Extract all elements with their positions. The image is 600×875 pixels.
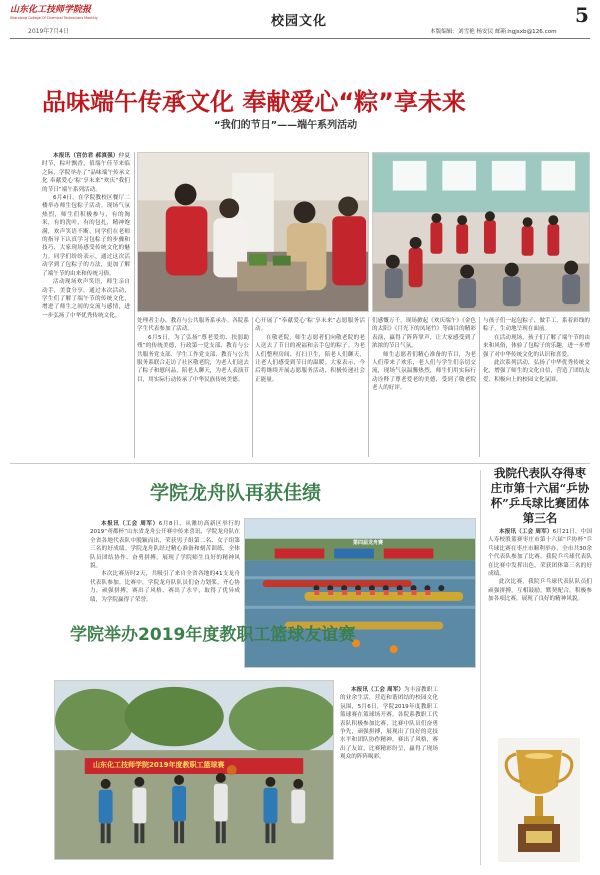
article1-col4-p1: 们感慨万千。现场掀起《欢庆端午》《金色的太阳》《月光下的凤尾竹》等曲目的精彩表演，赢得了阵阵掌声，让大家感受到了浓浓的节日气氛。 (372, 318, 476, 350)
article2-byline: 本报讯（工会 周军） (101, 521, 159, 527)
article1-col5-p3: 此次系列活动，弘扬了中华优秀传统文化，增强了师生的文化自信，营造了团结友爱、积极向上的校园文化氛围。 (483, 360, 590, 383)
editor-line: 本版编辑：刘雪艳 杨安民 邮箱:hgjsxb@126.com (430, 29, 557, 35)
sidebar-divider (480, 470, 481, 865)
article4-byline: 本报讯（工会 周军） (499, 529, 553, 535)
article1-intro: 仲夏时节，粽叶飘香，值端午佳节来临之际，学院举办了“品味端午传承文化 奉献爱心‘粽’享未来”欢庆“我们的节日”端午系列活动。 (42, 153, 130, 193)
article4-p1: 6月21日，中国人寿校股篮赛枣庄市第十六届“乒协杯”乒乓球比赛在枣庄市顺利举办，全市共30余个代表队参加了比赛，我院乒乓球代表队在比赛中发挥出色，荣获团体第三名的好成绩。 (488, 529, 592, 578)
divider (252, 317, 253, 457)
section-rule (10, 463, 590, 464)
article1-col4-p2: 师生志愿者们精心准备的节目，为老人们带来了欢乐，老人们与学生们亲切交流，现场气氛温馨热烈，师生们用实际行动诠释了尊老爱老的美德，受到了敬老院老人的好评。 (372, 351, 476, 392)
masthead-english: Shandong College Of Chemical Technicians Monthly (10, 16, 98, 20)
article1-headline: 品味端午传承文化 奉献爱心“粽”享未来 (42, 88, 466, 116)
article1-col2-p1: 处理者主办，教育与公共服务系承办。各院系学生代表参加了活动。 (137, 318, 249, 333)
article1-col1 (42, 152, 130, 460)
article1-col5 (483, 317, 590, 459)
article2-p2: 本次比赛历时2天，共吸引了来自全省各地的41支龙舟代表队参加。比赛中，学院龙舟队队员们奋力划桨，齐心协力，顽强拼搏，赛出了风格、赛出了水平，取得了优异成绩，为学院赢得了荣誉。 (90, 571, 240, 603)
masthead-title: 山东化工技师学院报 (10, 5, 92, 15)
photo-volunteer-hall (372, 152, 590, 312)
article4-body (488, 528, 592, 733)
article1-col5-p1: 与孩子们一起包粽子、做手工，系着彩线的粽子，生动地呈现在面前。 (483, 318, 590, 333)
article1-col1-p2: 6月4日，在学院教校区餐厅二楼举办师生包粽子活动。现场气氛热烈，师生们积极参与，有的淘米，有的洗叶，有的包扎，精神饱满，欢声笑语不断。同学们在老师的指导下认真学习包粽子的步骤和技巧，大家现场感受传统文化的魅力。同学们纷纷表示，通过这次活动学到了包粽子的方法，更加了解了端午节的由来和传统习俗。 (42, 195, 130, 277)
article2-body (90, 520, 240, 668)
article4-p2: 此次比赛，我院乒乓球代表队队员们顽强拼搏，互相鼓励，默契配合，积极参加各项比赛，展现了良好的精神风貌。 (488, 579, 592, 603)
article4-headline: 我院代表队夺得枣庄市第十六届“乒协杯”乒乓球比赛团体第三名 (490, 466, 590, 525)
article3-byline: 本报讯（工会 周军） (351, 687, 405, 693)
article1-subtitle: “我们的节日”——端午系列活动 (214, 120, 358, 131)
divider (479, 317, 480, 457)
photo-basketball-game (54, 680, 334, 860)
basketball-banner: 山东化工技师学院2019年度教职工篮球赛 (93, 761, 225, 769)
article1-col5-p2: 在活动现场，孩子们了解了端午节的由来和风俗，体验了包粽子的乐趣，进一步增强了对中华传统文化的认识和喜爱。 (483, 334, 590, 358)
article2-p1: 6月8日，从潍坊高新区举行的2019“鸢都杯”山东省龙舟公开赛中传来喜讯，学院龙舟队在全省各地代表队中脱颖而出，荣获男子组第二名、女子组第三名的好成绩。学院龙舟队经过精心准备和刻苦训练，全体队员团结协作、奋勇拼搏，展现了学院师生良好的精神风貌。 (90, 521, 240, 570)
divider (368, 317, 369, 457)
section-title: 校园文化 (271, 14, 328, 29)
photo-trophy (498, 738, 580, 862)
article1-col4 (372, 317, 476, 459)
photo-dragon-boat (244, 518, 476, 668)
article1-col3-p1: 心开展了“奉献爱心‘粽’享未来”志愿服务活动。 (255, 318, 365, 333)
photo-dumpling-making (137, 152, 369, 312)
dragon-boat-banner: 第四届龙舟赛 (353, 540, 384, 546)
article1-col3 (255, 317, 365, 459)
article1-byline: 本报讯（宫仿君 郝滇强） (53, 153, 119, 159)
article3-body (340, 686, 438, 856)
header-rule (10, 38, 590, 39)
article1-col2-p2: 6月5日，为了弘扬“尊老爱幼、扶弱助残”的传统美德，行政第一党支部、教育与公共服务党支部、学生工作党支部、教育与公共服务系联合走访了社区敬老院，为老人们送去了粽子和慰问品，陪老人聊天，为老人表演节目，用实际行动传承了中华民族传统美德。 (137, 334, 249, 383)
article1-col1-p3: 活动现场欢声笑语，师生亲自动手，美食分享。通过本次活动，学生们了解了端午节的传统文化，增进了师生之间的交流与感情，进一步弘扬了中华优秀传统文化。 (42, 279, 130, 319)
article3-headline: 学院举办2019年度教职工篮球友谊赛 (70, 625, 356, 645)
article2-headline: 学院龙舟队再获佳绩 (150, 482, 322, 504)
divider (134, 152, 135, 458)
issue-date: 2019年7月4日 (28, 28, 69, 35)
article1-col3-p2: 在敬老院，师生志愿者们向敬老院的老人送去了节日的祝福和亲手包的粽子。为老人们整理房间、打扫卫生，陪老人们聊天，让老人们感受到节日的温暖。大家表示，今后将继续开展志愿服务活动，积极传递社会正能量。 (255, 334, 365, 383)
article3-text: 为丰富教职工的业余生活，营造和谐团结的校园文化氛围，5月6日，学院2019年度教职工篮球赛在篮球场开赛。各院系教职工代表队积极参加比赛，比赛中队员们奋勇争先，顽强拼搏，展现出了良好的竞技水平和团队协作精神，赛出了风格，赛出了友谊，比赛精彩纷呈，赢得了现场观众的阵阵喝彩。 (340, 687, 438, 761)
page-number: 5 (575, 3, 589, 27)
article1-col2 (137, 317, 249, 459)
masthead (10, 5, 160, 21)
